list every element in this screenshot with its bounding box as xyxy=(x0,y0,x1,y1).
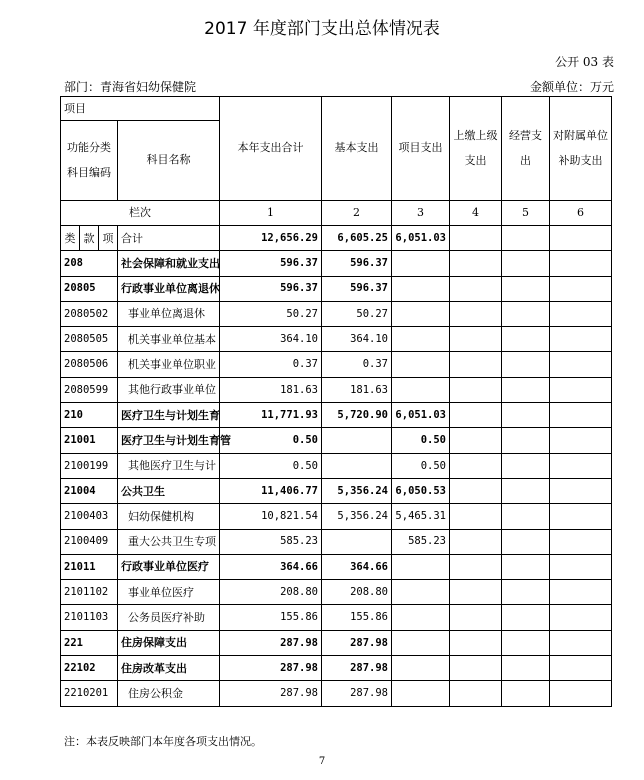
row-project xyxy=(392,605,450,630)
row-project xyxy=(392,580,450,605)
row-project xyxy=(392,276,450,301)
row-upper xyxy=(450,251,502,276)
header-subsidy: 对附属单位补助支出 xyxy=(550,97,612,201)
table-row xyxy=(61,681,612,706)
header-func-class: 功能分类科目编码 xyxy=(61,121,118,201)
row-project xyxy=(392,656,450,681)
row-name: 事业单位离退休 xyxy=(118,301,220,326)
row-upper xyxy=(450,453,502,478)
expenditure-table xyxy=(60,96,612,707)
row-subsidy xyxy=(550,453,612,478)
row-operating xyxy=(502,605,550,630)
row-operating xyxy=(502,529,550,554)
row-operating xyxy=(502,504,550,529)
table-row xyxy=(61,630,612,655)
row-operating xyxy=(502,377,550,402)
row-operating xyxy=(502,580,550,605)
department-label: 部门：青海省妇幼保健院 xyxy=(64,80,197,94)
row-operating xyxy=(502,428,550,453)
table-row xyxy=(61,327,612,352)
col-num-4: 4 xyxy=(450,201,502,226)
row-code: 21001 xyxy=(61,428,118,453)
sum-project: 6,051.03 xyxy=(392,226,450,251)
table-row xyxy=(61,428,612,453)
xiang-label: 项 xyxy=(99,226,118,251)
row-name: 机关事业单位职业 xyxy=(118,352,220,377)
header-subject-name: 科目名称 xyxy=(118,121,220,201)
row-code: 2101102 xyxy=(61,580,118,605)
table-row xyxy=(61,605,612,630)
row-subsidy xyxy=(550,554,612,579)
row-basic: 364.66 xyxy=(322,554,392,579)
row-name: 其他行政事业单位 xyxy=(118,377,220,402)
row-subsidy xyxy=(550,656,612,681)
row-project xyxy=(392,681,450,706)
row-basic: 596.37 xyxy=(322,276,392,301)
row-name: 公共卫生 xyxy=(118,478,220,503)
row-upper xyxy=(450,554,502,579)
row-code: 2100199 xyxy=(61,453,118,478)
row-subsidy xyxy=(550,428,612,453)
row-basic: 208.80 xyxy=(322,580,392,605)
row-total: 155.86 xyxy=(220,605,322,630)
row-basic: 287.98 xyxy=(322,681,392,706)
row-name: 住房公积金 xyxy=(118,681,220,706)
row-project: 585.23 xyxy=(392,529,450,554)
col-num-2: 2 xyxy=(322,201,392,226)
row-name: 事业单位医疗 xyxy=(118,580,220,605)
table-row xyxy=(61,352,612,377)
row-operating xyxy=(502,554,550,579)
row-code: 21004 xyxy=(61,478,118,503)
row-subsidy xyxy=(550,327,612,352)
row-code: 2100403 xyxy=(61,504,118,529)
row-name: 机关事业单位基本 xyxy=(118,327,220,352)
column-index-label: 栏次 xyxy=(61,201,220,226)
row-upper xyxy=(450,403,502,428)
table-row xyxy=(61,251,612,276)
row-total: 364.10 xyxy=(220,327,322,352)
page-number: 7 xyxy=(318,756,326,767)
row-upper xyxy=(450,681,502,706)
row-total: 287.98 xyxy=(220,681,322,706)
row-basic xyxy=(322,453,392,478)
row-upper xyxy=(450,656,502,681)
row-operating xyxy=(502,276,550,301)
row-project xyxy=(392,327,450,352)
row-project xyxy=(392,352,450,377)
row-total: 10,821.54 xyxy=(220,504,322,529)
row-project xyxy=(392,630,450,655)
row-total: 585.23 xyxy=(220,529,322,554)
row-basic: 0.37 xyxy=(322,352,392,377)
row-basic: 287.98 xyxy=(322,630,392,655)
row-operating xyxy=(502,403,550,428)
row-subsidy xyxy=(550,630,612,655)
row-code: 20805 xyxy=(61,276,118,301)
table-row xyxy=(61,656,612,681)
table-row xyxy=(61,453,612,478)
row-operating xyxy=(502,301,550,326)
table-row xyxy=(61,478,612,503)
row-code: 2080599 xyxy=(61,377,118,402)
row-project: 0.50 xyxy=(392,428,450,453)
row-total: 0.50 xyxy=(220,453,322,478)
row-subsidy xyxy=(550,681,612,706)
row-name: 公务员医疗补助 xyxy=(118,605,220,630)
row-basic: 155.86 xyxy=(322,605,392,630)
table-row xyxy=(61,276,612,301)
row-name: 其他医疗卫生与计 xyxy=(118,453,220,478)
row-basic: 5,356.24 xyxy=(322,478,392,503)
row-upper xyxy=(450,478,502,503)
row-operating xyxy=(502,656,550,681)
row-code: 2100409 xyxy=(61,529,118,554)
empty-cell xyxy=(550,226,612,251)
row-subsidy xyxy=(550,301,612,326)
row-operating xyxy=(502,327,550,352)
unit-label: 金额单位：万元 xyxy=(529,80,614,94)
row-total: 0.50 xyxy=(220,428,322,453)
row-code: 2080506 xyxy=(61,352,118,377)
row-total: 208.80 xyxy=(220,580,322,605)
row-total: 11,406.77 xyxy=(220,478,322,503)
row-name: 妇幼保健机构 xyxy=(118,504,220,529)
row-basic: 364.10 xyxy=(322,327,392,352)
row-total: 287.98 xyxy=(220,630,322,655)
row-upper xyxy=(450,605,502,630)
page-title: 2017 年度部门支出总体情况表 xyxy=(204,19,440,39)
row-name: 医疗卫生与计划生育管 xyxy=(118,428,220,453)
row-basic: 287.98 xyxy=(322,656,392,681)
row-project xyxy=(392,554,450,579)
row-subsidy xyxy=(550,605,612,630)
row-name: 重大公共卫生专项 xyxy=(118,529,220,554)
header-basic: 基本支出 xyxy=(322,97,392,201)
table-row xyxy=(61,301,612,326)
row-subsidy xyxy=(550,529,612,554)
row-total: 596.37 xyxy=(220,251,322,276)
row-project: 0.50 xyxy=(392,453,450,478)
row-operating xyxy=(502,453,550,478)
table-row xyxy=(61,377,612,402)
row-name: 住房保障支出 xyxy=(118,630,220,655)
row-code: 221 xyxy=(61,630,118,655)
row-basic: 596.37 xyxy=(322,251,392,276)
row-code: 22102 xyxy=(61,656,118,681)
row-subsidy xyxy=(550,251,612,276)
col-num-3: 3 xyxy=(392,201,450,226)
footnote: 注：本表反映部门本年度各项支出情况。 xyxy=(64,735,262,748)
row-name: 住房改革支出 xyxy=(118,656,220,681)
row-upper xyxy=(450,301,502,326)
row-upper xyxy=(450,377,502,402)
row-code: 208 xyxy=(61,251,118,276)
kuan-label: 款 xyxy=(80,226,99,251)
row-subsidy xyxy=(550,403,612,428)
row-basic: 5,356.24 xyxy=(322,504,392,529)
row-total: 287.98 xyxy=(220,656,322,681)
row-upper xyxy=(450,529,502,554)
row-operating xyxy=(502,251,550,276)
row-project xyxy=(392,377,450,402)
row-code: 2080505 xyxy=(61,327,118,352)
row-code: 21011 xyxy=(61,554,118,579)
row-total: 50.27 xyxy=(220,301,322,326)
sum-total: 12,656.29 xyxy=(220,226,322,251)
row-upper xyxy=(450,428,502,453)
row-basic: 181.63 xyxy=(322,377,392,402)
row-total: 11,771.93 xyxy=(220,403,322,428)
row-subsidy xyxy=(550,478,612,503)
table-row xyxy=(61,504,612,529)
row-code: 210 xyxy=(61,403,118,428)
row-subsidy xyxy=(550,580,612,605)
row-basic xyxy=(322,428,392,453)
row-subsidy xyxy=(550,377,612,402)
row-upper xyxy=(450,352,502,377)
row-upper xyxy=(450,504,502,529)
table-row xyxy=(61,529,612,554)
row-basic: 5,720.90 xyxy=(322,403,392,428)
col-num-5: 5 xyxy=(502,201,550,226)
row-name: 行政事业单位医疗 xyxy=(118,554,220,579)
col-num-6: 6 xyxy=(550,201,612,226)
row-upper xyxy=(450,327,502,352)
empty-cell xyxy=(450,226,502,251)
table-row xyxy=(61,580,612,605)
row-operating xyxy=(502,630,550,655)
row-total: 181.63 xyxy=(220,377,322,402)
row-operating xyxy=(502,681,550,706)
row-basic xyxy=(322,529,392,554)
row-project xyxy=(392,251,450,276)
header-operating: 经营支出 xyxy=(502,97,550,201)
sum-basic: 6,605.25 xyxy=(322,226,392,251)
lei-label: 类 xyxy=(61,226,80,251)
header-upper: 上缴上级支出 xyxy=(450,97,502,201)
row-project: 6,050.53 xyxy=(392,478,450,503)
row-subsidy xyxy=(550,276,612,301)
row-name: 行政事业单位离退休 xyxy=(118,276,220,301)
row-operating xyxy=(502,352,550,377)
row-total: 364.66 xyxy=(220,554,322,579)
row-project: 5,465.31 xyxy=(392,504,450,529)
empty-cell xyxy=(502,226,550,251)
row-code: 2080502 xyxy=(61,301,118,326)
col-num-1: 1 xyxy=(220,201,322,226)
header-total: 本年支出合计 xyxy=(220,97,322,201)
header-item: 项目 xyxy=(61,97,220,121)
row-operating xyxy=(502,478,550,503)
form-code: 公开 03 表 xyxy=(555,55,614,69)
row-basic: 50.27 xyxy=(322,301,392,326)
row-project: 6,051.03 xyxy=(392,403,450,428)
row-code: 2101103 xyxy=(61,605,118,630)
row-code: 2210201 xyxy=(61,681,118,706)
table-row xyxy=(61,403,612,428)
row-project xyxy=(392,301,450,326)
row-name: 医疗卫生与计划生育 xyxy=(118,403,220,428)
header-project: 项目支出 xyxy=(392,97,450,201)
row-subsidy xyxy=(550,504,612,529)
row-subsidy xyxy=(550,352,612,377)
row-upper xyxy=(450,276,502,301)
row-name: 社会保障和就业支出 xyxy=(118,251,220,276)
row-total: 596.37 xyxy=(220,276,322,301)
table-row xyxy=(61,554,612,579)
row-total: 0.37 xyxy=(220,352,322,377)
row-upper xyxy=(450,630,502,655)
row-upper xyxy=(450,580,502,605)
sum-label: 合计 xyxy=(118,226,220,251)
